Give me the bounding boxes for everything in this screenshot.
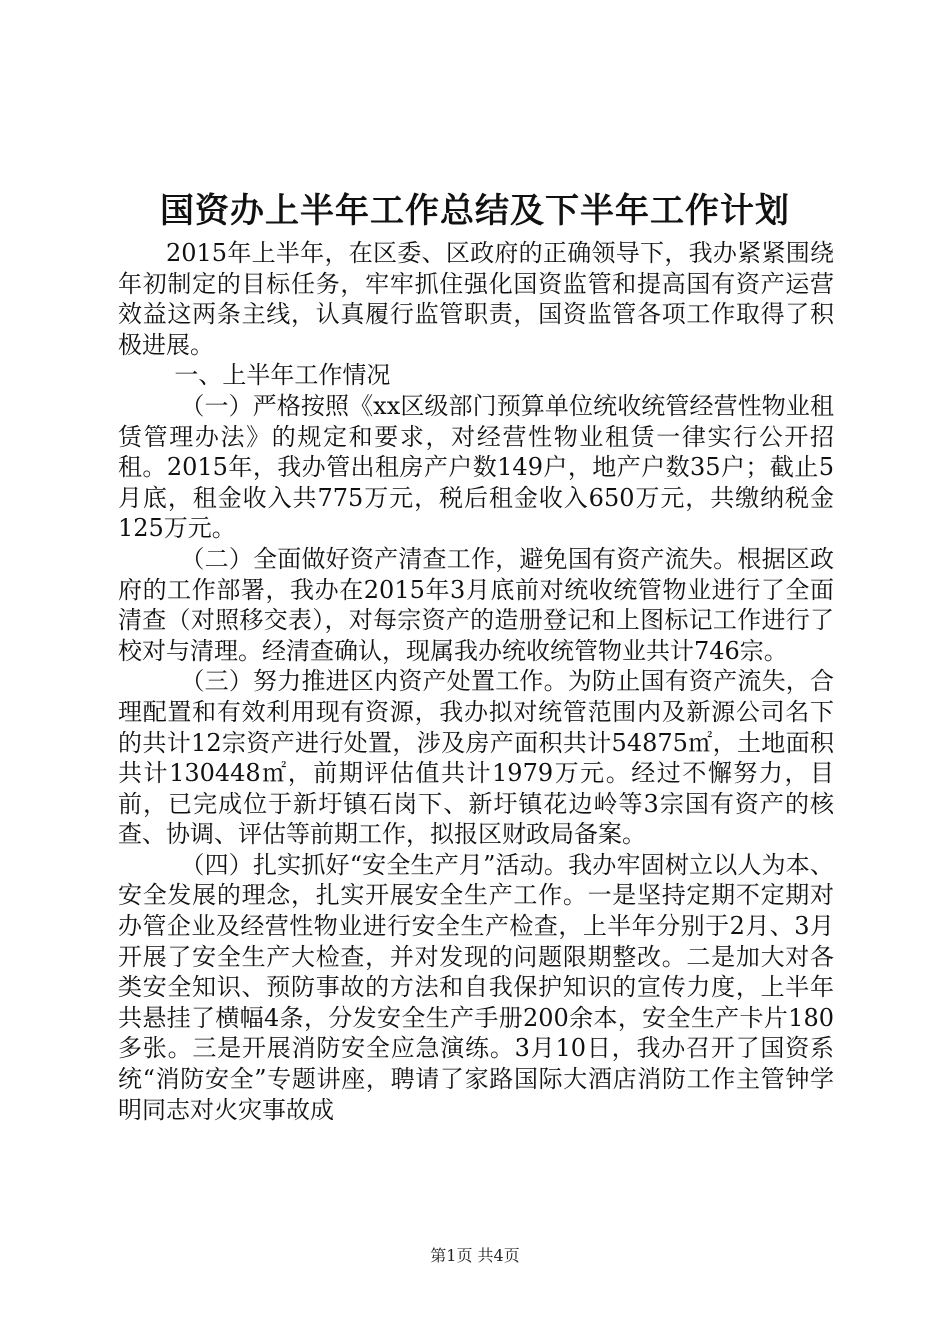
paragraph-item-4: （四）扎实抓好“安全生产月”活动。我办牢固树立以人为本、安全发展的理念，扎实开展安全生产工作。一是坚持定期不定期对办管企业及经营性物业进行安全生产检查，上半年分别于2月、3月开展了安全生产大检查，并对发现的问题限期整改。二是加大对各类安全知识、预防事故的方法和自我保护知识的宣传力度，上半年共悬挂了横幅4条，分发安全生产手册200余本，安全生产卡片180多张。三是开展消防安全应急演练。3月10日，我办召开了国资系统“消防安全”专题讲座，聘请了家路国际大酒店消防工作主管钟学明同志对火灾事故成	[118, 850, 834, 1124]
intro-paragraph: 2015年上半年，在区委、区政府的正确领导下，我办紧紧围绕年初制定的目标任务，牢牢抓住强化国资监管和提高国有资产运营效益这两条主线，认真履行监管职责，国资监管各项工作取得了积极进展。	[118, 239, 834, 359]
paragraph-item-1: （一）严格按照《xx区级部门预算单位统收统管经营性物业租赁管理办法》的规定和要求，对经营性物业租赁一律实行公开招租。2015年，我办管出租房产户数149户，地产户数35户；截止5月底，租金收入共775万元，税后租金收入650万元，共缴纳税金125万元。	[118, 391, 834, 543]
paragraph-item-3: （三）努力推进区内资产处置工作。为防止国有资产流失，合理配置和有效利用现有资源，我办拟对统管范围内及新源公司名下的共计12宗资产进行处置，涉及房产面积共计54875㎡，土地面积共计130448㎡，前期评估值共计1979万元。经过不懈努力，目前，已完成位于新圩镇石岗下、新圩镇花边岭等3宗国有资产的核查、协调、评估等前期工作，拟报区财政局备案。	[118, 667, 834, 849]
document-body	[118, 238, 834, 1125]
document-title: 国资办上半年工作总结及下半年工作计划	[160, 191, 790, 231]
section-heading: 一、上半年工作情况	[174, 361, 391, 390]
paragraph-item-2: （二）全面做好资产清查工作，避免国有资产流失。根据区政府的工作部署，我办在2015年3月底前对统收统管物业进行了全面清查（对照移交表），对每宗资产的造册登记和上图标记工作进行了校对与清理。经清查确认，现属我办统收统管物业共计746宗。	[118, 544, 834, 665]
page-footer: 第1页 共4页	[430, 1246, 520, 1265]
